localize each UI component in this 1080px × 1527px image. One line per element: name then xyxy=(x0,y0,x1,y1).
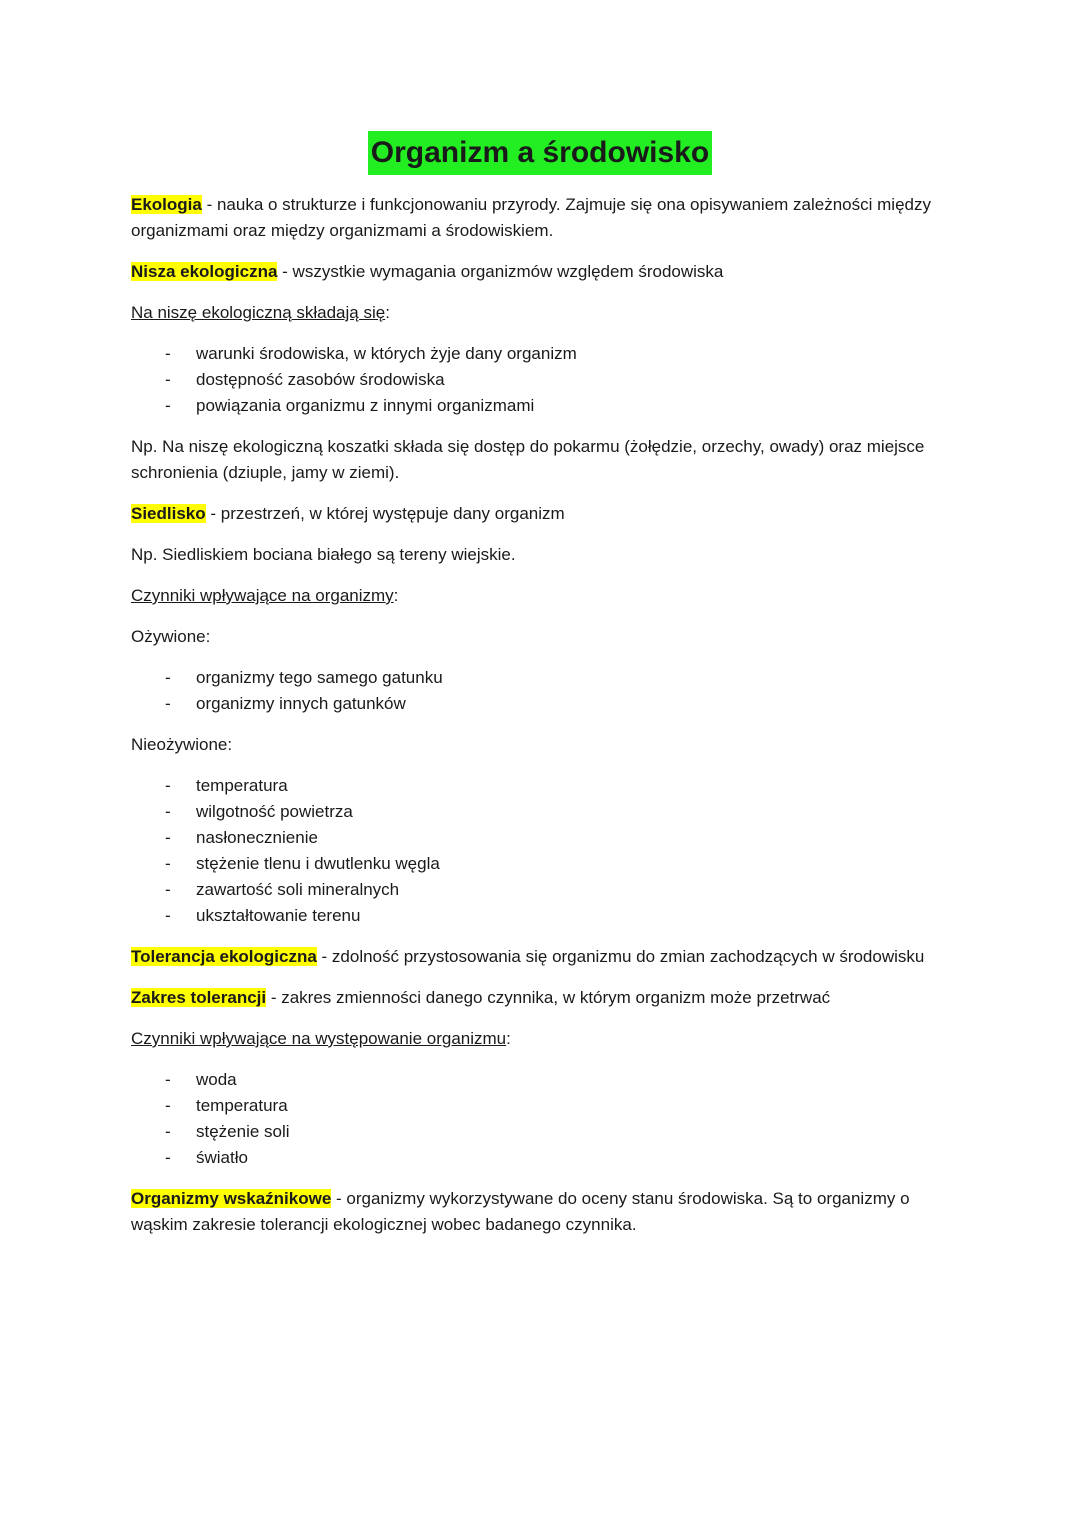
section-heading-factors: Czynniki wpływające na organizmy: xyxy=(131,586,399,605)
example-nisza: Np. Na niszę ekologiczną koszatki składa się dostęp do pokarmu (żołędzie, orzechy, owady) oraz miejsce schronienia (dziuple, jamy w ziemi). xyxy=(131,437,925,482)
example-siedlisko: Np. Siedliskiem bociana białego są tereny wiejskie. xyxy=(131,545,516,564)
section-heading-text: Czynniki wpływające na występowanie organizmu xyxy=(131,1029,507,1048)
list-item: - organizmy innych gatunków xyxy=(131,691,951,717)
term-wskazniki: Organizmy wskaźnikowe xyxy=(131,1189,332,1208)
abiotic-factors-list xyxy=(131,773,951,929)
list-item: - stężenie soli xyxy=(131,1119,951,1145)
list-item: - temperatura xyxy=(131,773,951,799)
definition-text: - przestrzeń, w której występuje dany organizm xyxy=(205,504,565,523)
occurrence-factors-list xyxy=(131,1067,951,1171)
title-wrap xyxy=(0,131,1080,175)
term-zakres: Zakres tolerancji xyxy=(131,988,267,1007)
biotic-label: Ożywione: xyxy=(131,627,211,646)
definition-text: - organizmy wykorzystywane do oceny stanu środowiska. Są to organizmy o wąskim zakresie tolerancji ekologicznej wobec badanego czynnika. xyxy=(131,1189,910,1234)
definition-ekologia xyxy=(131,192,951,244)
definition-text: - zakres zmienności danego czynnika, w którym organizm może przetrwać xyxy=(266,988,831,1007)
dash-bullet: - xyxy=(165,828,171,847)
list-item: - warunki środowiska, w których żyje dany organizm xyxy=(131,341,951,367)
dash-bullet: - xyxy=(165,1096,171,1115)
dash-bullet: - xyxy=(165,906,171,925)
document-body xyxy=(131,192,951,1253)
section-heading-text: Na niszę ekologiczną składają się xyxy=(131,303,386,322)
list-item: - powiązania organizmu z innymi organizmami xyxy=(131,393,951,419)
definition-text: - wszystkie wymagania organizmów względem środowiska xyxy=(277,262,724,281)
section-heading-occurrence: Czynniki wpływające na występowanie organizmu: xyxy=(131,1029,511,1048)
term-siedlisko: Siedlisko xyxy=(131,504,206,523)
definition-text: - nauka o strukturze i funkcjonowaniu przyrody. Zajmuje się ona opisywaniem zależności między organizmami oraz między organizmami a środowiskiem. xyxy=(131,195,931,240)
list-item: - stężenie tlenu i dwutlenku węgla xyxy=(131,851,951,877)
nisza-components-list xyxy=(131,341,951,419)
term-ekologia: Ekologia xyxy=(131,195,202,214)
page-title: Organizm a środowisko xyxy=(368,131,712,175)
section-heading-text: Czynniki wpływające na organizmy xyxy=(131,586,394,605)
dash-bullet: - xyxy=(165,776,171,795)
definition-zakres xyxy=(131,985,951,1011)
term-tolerancja: Tolerancja ekologiczna xyxy=(131,947,317,966)
list-item: - temperatura xyxy=(131,1093,951,1119)
dash-bullet: - xyxy=(165,694,171,713)
definition-text: - zdolność przystosowania się organizmu do zmian zachodzących w środowisku xyxy=(316,947,925,966)
dash-bullet: - xyxy=(165,1148,171,1167)
definition-tolerancja xyxy=(131,944,951,970)
list-item: - woda xyxy=(131,1067,951,1093)
list-item: - światło xyxy=(131,1145,951,1171)
dash-bullet: - xyxy=(165,854,171,873)
dash-bullet: - xyxy=(165,1070,171,1089)
definition-nisza xyxy=(131,259,951,285)
biotic-factors-list xyxy=(131,665,951,717)
dash-bullet: - xyxy=(165,802,171,821)
list-item: - wilgotność powietrza xyxy=(131,799,951,825)
dash-bullet: - xyxy=(165,370,171,389)
list-item: - nasłonecznienie xyxy=(131,825,951,851)
definition-wskazniki xyxy=(131,1186,951,1238)
list-item: - dostępność zasobów środowiska xyxy=(131,367,951,393)
dash-bullet: - xyxy=(165,396,171,415)
list-item: - organizmy tego samego gatunku xyxy=(131,665,951,691)
dash-bullet: - xyxy=(165,1122,171,1141)
dash-bullet: - xyxy=(165,880,171,899)
dash-bullet: - xyxy=(165,344,171,363)
list-item: - ukształtowanie terenu xyxy=(131,903,951,929)
list-item: - zawartość soli mineralnych xyxy=(131,877,951,903)
section-heading-nisza: Na niszę ekologiczną składają się: xyxy=(131,303,390,322)
term-nisza: Nisza ekologiczna xyxy=(131,262,278,281)
abiotic-label: Nieożywione: xyxy=(131,735,233,754)
definition-siedlisko xyxy=(131,501,951,527)
dash-bullet: - xyxy=(165,668,171,687)
